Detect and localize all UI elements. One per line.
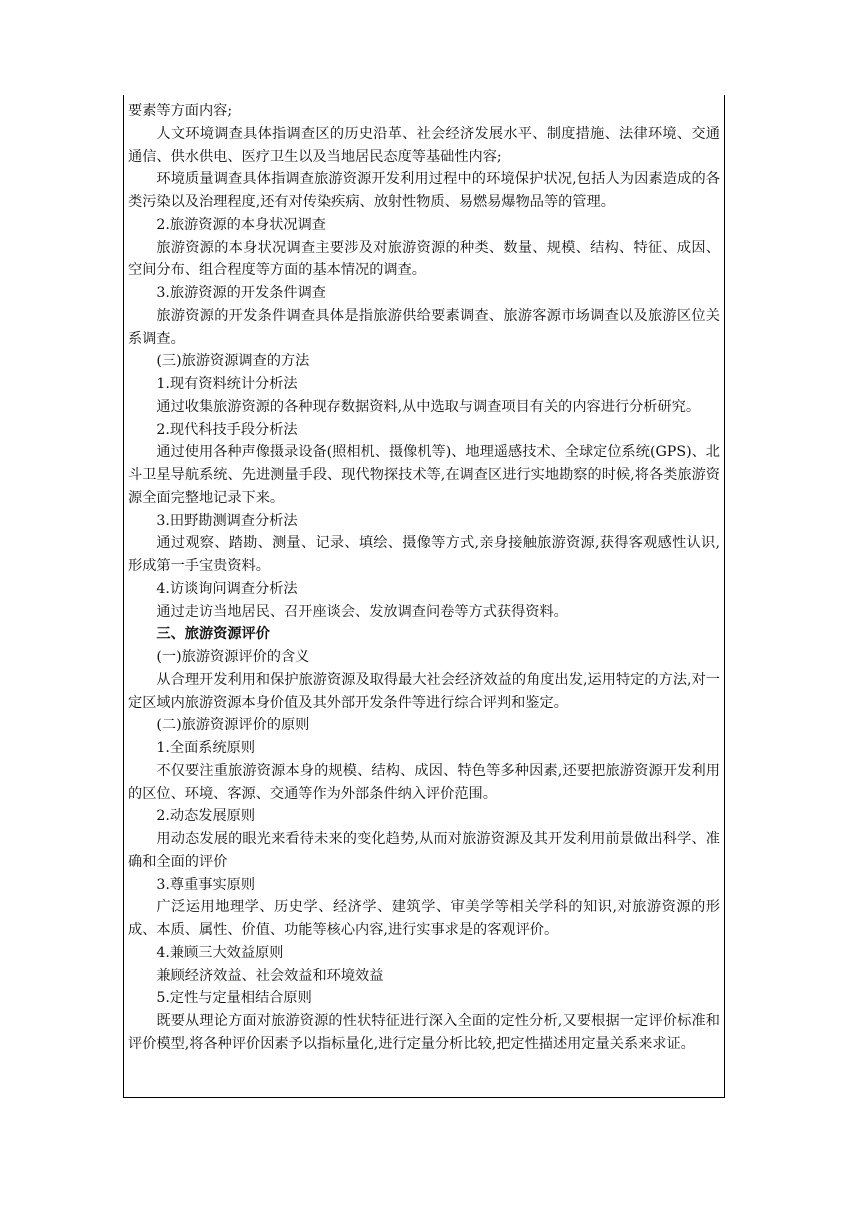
- document-body: [128, 100, 720, 1056]
- paragraph: 3.田野勘测调查分析法: [156, 512, 298, 529]
- paragraph: 5.定性与定量相结合原则: [156, 990, 312, 1007]
- paragraph: 旅游资源的开发条件调查具体是指旅游供给要素调查、旅游客源市场调查以及旅游区位关系调查。: [128, 307, 720, 347]
- paragraph: 不仅要注重旅游资源本身的规模、结构、成因、特色等多种因素,还要把旅游资源开发利用的区位、环境、客源、交通等作为外部条件纳入评价范围。: [128, 762, 720, 802]
- paragraph: 3.旅游资源的开发条件调查: [156, 285, 326, 301]
- paragraph: 旅游资源的本身状况调查主要涉及对旅游资源的种类、数量、规模、结构、特征、成因、空间分布、组合程度等方面的基本情况的调查。: [128, 239, 720, 279]
- paragraph: (三)旅游资源调查的方法: [156, 353, 310, 370]
- paragraph: 从合理开发利用和保护旅游资源及取得最大社会经济效益的角度出发,运用特定的方法,对一定区域内旅游资源本身价值及其外部开发条件等进行综合评判和鉴定。: [128, 671, 720, 711]
- paragraph: 3.尊重事实原则: [156, 876, 256, 893]
- paragraph: 环境质量调查具体指调查旅游资源开发利用过程中的环境保护状况,包括人为因素造成的各类污染以及治理程度,还有对传染疾病、放射性物质、易燃易爆物品等的管理。: [128, 171, 720, 210]
- paragraph: 1.全面系统原则: [156, 740, 256, 756]
- paragraph: 要素等方面内容;: [128, 103, 233, 119]
- paragraph: 广泛运用地理学、历史学、经济学、建筑学、审美学等相关学科的知识,对旅游资源的形成、本质、属性、价值、功能等核心内容,进行实事求是的客观评价。: [128, 899, 720, 938]
- paragraph: 通过使用各种声像摄录设备(照相机、摄像机等)、地理遥感技术、全球定位系统(GPS)、北斗卫星导航系统、先进测量手段、现代物探技术等,在调查区进行实地勘察的时候,将各类旅游资源全面完整地记录下来。: [128, 444, 720, 506]
- paragraph: (二)旅游资源评价的原则: [156, 717, 310, 734]
- paragraph: 1.现有资料统计分析法: [156, 376, 298, 392]
- paragraph: 兼顾经济效益、社会效益和环境效益: [156, 967, 384, 984]
- paragraph: 通过观察、踏勘、测量、记录、填绘、摄像等方式,亲身接触旅游资源,获得客观感性认识,形成第一手宝贵资料。: [128, 535, 720, 574]
- paragraph: 2.动态发展原则: [156, 808, 256, 825]
- section-heading: 三、旅游资源评价: [156, 626, 270, 643]
- paragraph: 2.现代科技手段分析法: [156, 421, 298, 438]
- paragraph: 4.兼顾三大效益原则: [156, 944, 284, 961]
- paragraph: 既要从理论方面对旅游资源的性状特征进行深入全面的定性分析,又要根据一定评价标准和评价模型,将各种评价因素予以指标量化,进行定量分析比较,把定性描述用定量关系来求证。: [128, 1013, 720, 1052]
- paragraph: 用动态发展的眼光来看待未来的变化趋势,从而对旅游资源及其开发利用前景做出科学、准确和全面的评价: [128, 831, 720, 870]
- paragraph: 通过走访当地居民、召开座谈会、发放调查问卷等方式获得资料。: [156, 603, 568, 620]
- paragraph: 2.旅游资源的本身状况调查: [156, 216, 326, 233]
- paragraph: 通过收集旅游资源的各种现存数据资料,从中选取与调查项目有关的内容进行分析研究。: [156, 398, 701, 415]
- paragraph: (一)旅游资源评价的含义: [156, 649, 310, 665]
- paragraph: 人文环境调查具体指调查区的历史沿革、社会经济发展水平、制度措施、法律环境、交通通信、供水供电、医疗卫生以及当地居民态度等基础性内容;: [128, 125, 720, 165]
- paragraph: 4.访谈询问调查分析法: [156, 580, 298, 597]
